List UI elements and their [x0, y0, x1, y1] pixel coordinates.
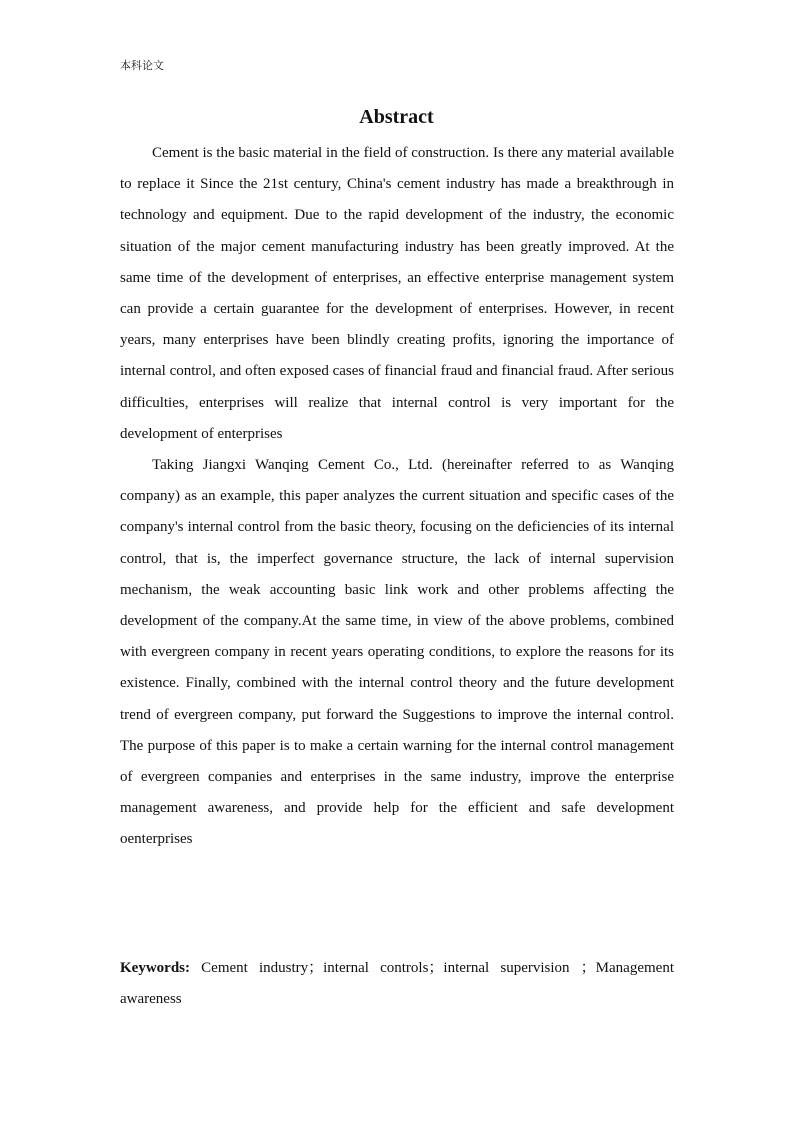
abstract-paragraph-2: Taking Jiangxi Wanqing Cement Co., Ltd. (hereinafter referred to as Wanqing company) as an example, this paper analyzes the current situation and specific cases of the company's internal control from the basic theory, focusing on the deficiencies of its internal control, that is, the imperfect governance structure, the lack of internal supervision mechanism, the weak accounting basic link work and other problems affecting the development of the company.At the same time, in view of the above problems, combined with evergreen company in recent years operating conditions, to explore the reasons for its existence. Finally, combined with the internal control theory and the future development trend of evergreen company, put forward the Suggestions to improve the internal control. The purpose of this paper is to make a certain warning for the internal control management of evergreen companies and enterprises in the same industry, improve the enterprise management awareness, and provide help for the efficient and safe development oenterprises [120, 457, 674, 848]
abstract-body [120, 138, 674, 856]
keywords-list: Cement industry；internal controls；internal supervision ；Management awareness [120, 960, 674, 1008]
abstract-title: Abstract [359, 106, 434, 128]
abstract-paragraph-1: Cement is the basic material in the field of construction. Is there any material available to replace it Since the 21st century, China's cement industry has made a breakthrough in technology and equipment. Due to the rapid development of the industry, the economic situation of the major cement manufacturing industry has been greatly improved. At the same time of the development of enterprises, an effective enterprise management system can provide a certain guarantee for the development of enterprises. However, in recent years, many enterprises have been blindly creating profits, ignoring the importance of internal control, and often exposed cases of financial fraud and financial fraud. After serious difficulties, enterprises will realize that internal control is very important for the development of enterprises [120, 145, 674, 442]
keywords-label: Keywords: [120, 960, 190, 976]
keywords-line [120, 953, 674, 1015]
running-header: 本科论文 [120, 59, 164, 72]
